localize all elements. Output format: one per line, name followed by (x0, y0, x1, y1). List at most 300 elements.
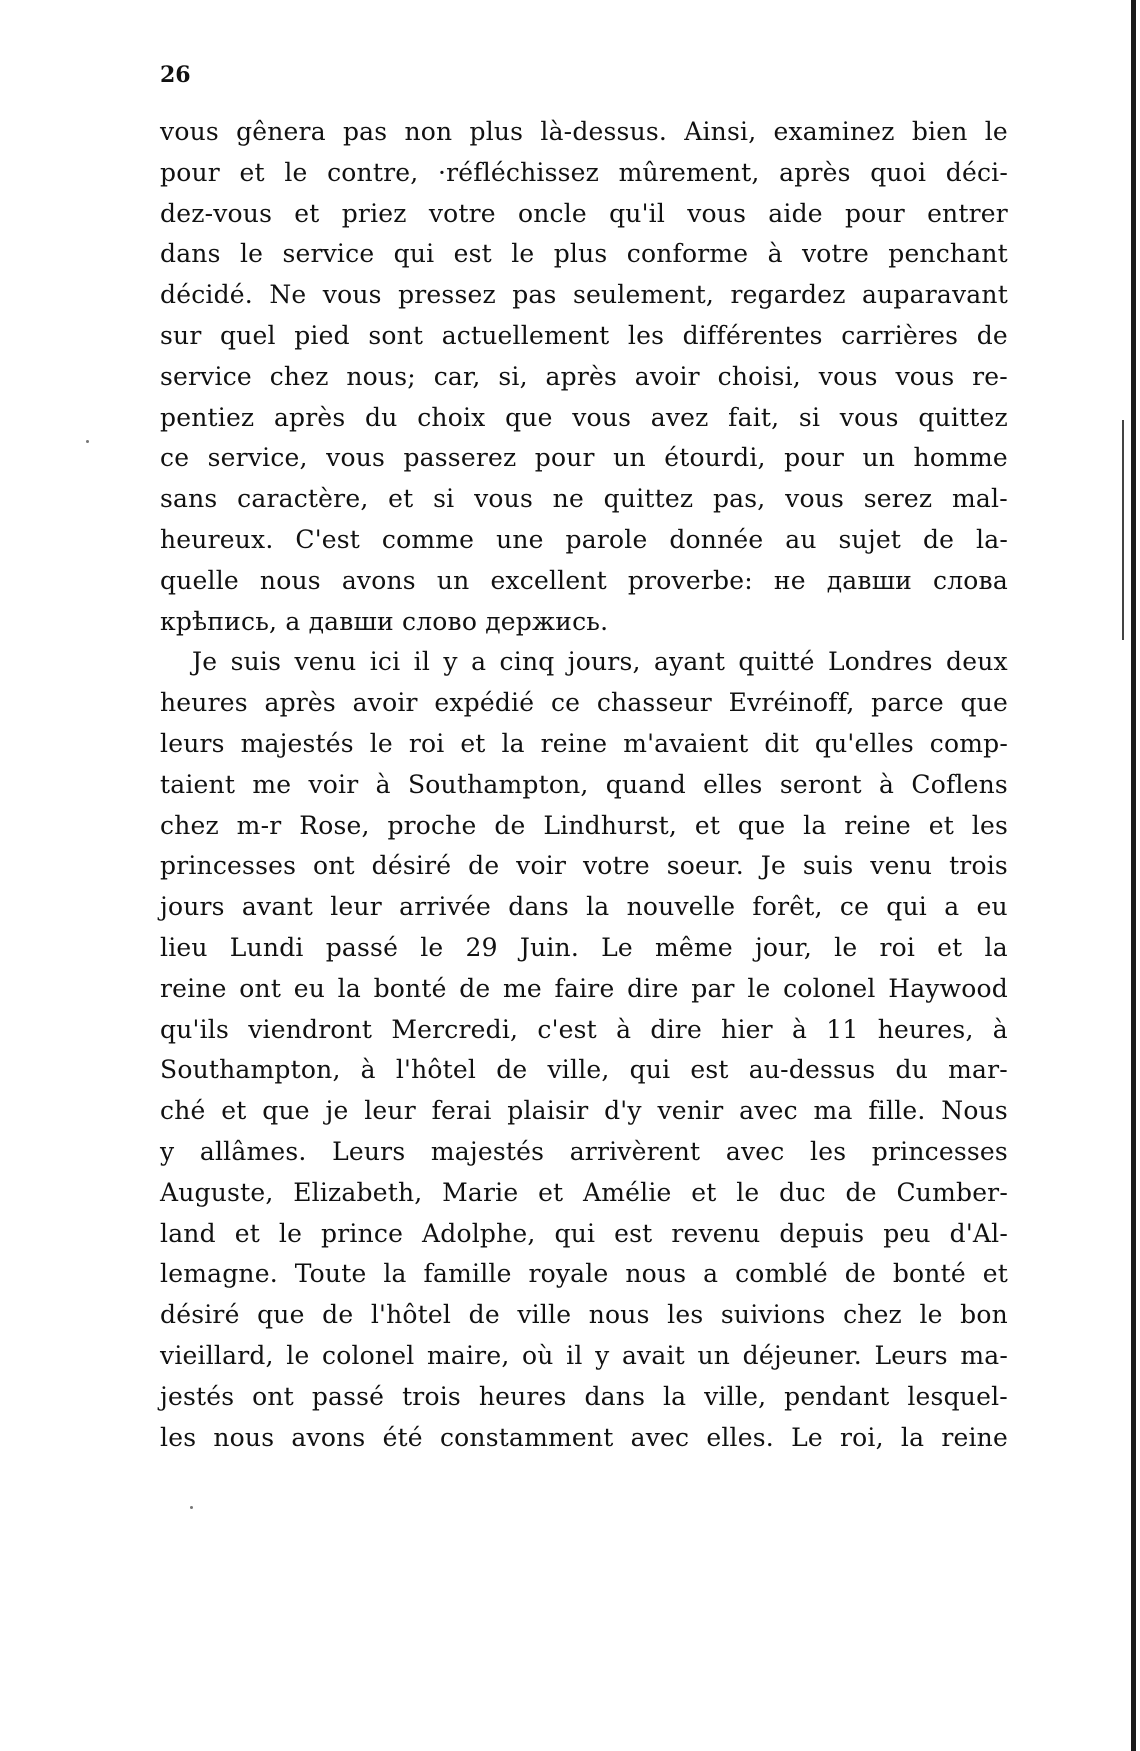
word: service, (207, 443, 308, 473)
word: chasseur (596, 688, 712, 718)
word: leurs (160, 728, 225, 758)
word: et (221, 1096, 247, 1126)
word: là-dessus. (540, 117, 668, 146)
word: Londres (827, 647, 933, 677)
word: qui (554, 1218, 596, 1248)
text-line (160, 561, 1008, 602)
word: déci- (945, 157, 1008, 187)
word: proche (387, 810, 477, 840)
word: jestés (160, 1381, 235, 1411)
word: été (382, 1422, 423, 1452)
word: vous (818, 361, 878, 391)
word: reine (540, 728, 608, 758)
word: avoir (634, 361, 700, 391)
word: votre (582, 851, 650, 881)
word: qui (886, 892, 927, 922)
word: quitté (738, 647, 815, 677)
word: lesquel- (907, 1381, 1008, 1411)
word: Mercredi, (391, 1014, 519, 1044)
word: vous (322, 280, 382, 310)
word: la (984, 932, 1008, 962)
word: lieu (160, 932, 208, 962)
word: parole (565, 524, 648, 554)
word: ont (239, 973, 282, 1003)
word: vous (572, 402, 632, 432)
word: à (879, 769, 895, 799)
word: Haywood (888, 973, 1008, 1003)
word: et (937, 932, 963, 962)
word: Nous (941, 1096, 1008, 1126)
text-line (160, 316, 1008, 357)
word: aide (768, 198, 823, 228)
word: service (282, 239, 375, 269)
word: un (862, 443, 896, 473)
word: fille. (868, 1096, 926, 1126)
text-line (160, 275, 1008, 316)
word: faire (554, 973, 615, 1003)
word: nouvelle (626, 892, 736, 922)
word: Elizabeth, (293, 1177, 423, 1207)
word: entrer (927, 198, 1008, 228)
word: Coflens (911, 769, 1008, 799)
word: et (239, 157, 265, 187)
word: sur (160, 320, 202, 350)
word: colonel (783, 973, 876, 1003)
word: pas, (712, 484, 766, 514)
word: nous (213, 1422, 275, 1452)
word: pas (512, 280, 557, 310)
word: car, (433, 361, 481, 391)
word: actuellement (441, 320, 610, 350)
word: prince (321, 1218, 404, 1248)
word: Le (791, 1422, 823, 1452)
word: cinq (499, 647, 555, 677)
word: leur (364, 1096, 416, 1126)
word: dez-vous (160, 198, 273, 228)
word: à (616, 1014, 632, 1044)
word: de (976, 320, 1008, 350)
word: Je (192, 647, 218, 677)
word: a (944, 892, 960, 922)
word: nous; (346, 361, 416, 391)
word: eu (293, 973, 325, 1003)
word: a (471, 647, 487, 677)
word: mar- (948, 1055, 1008, 1085)
text-line (160, 1377, 1008, 1418)
word: plus (469, 117, 524, 146)
word: trois (402, 1381, 461, 1411)
word: choisi, (717, 361, 801, 391)
word: que (737, 810, 786, 840)
word: ville, (704, 1381, 767, 1411)
word: roi, (840, 1422, 884, 1452)
word: quelle (160, 565, 239, 595)
word: regardez (730, 280, 846, 310)
word: princesses (871, 1136, 1008, 1166)
word: dit (764, 728, 799, 758)
word: Leurs (874, 1340, 948, 1370)
word: votre (801, 239, 869, 269)
word: ferai (431, 1096, 492, 1126)
text-line (160, 1132, 1008, 1173)
word: et (691, 1177, 717, 1207)
text-line (160, 520, 1008, 561)
word: quand (605, 769, 686, 799)
word: majestés (430, 1136, 545, 1166)
text-line (160, 1295, 1008, 1336)
word: de (468, 851, 500, 881)
word: ville, (547, 1055, 610, 1085)
word: Je (760, 851, 786, 881)
text-line (160, 1050, 1008, 1091)
text-line (160, 194, 1008, 235)
word: ici (369, 647, 401, 677)
word: heures (160, 688, 248, 718)
word: ce (550, 688, 581, 718)
word: expédié (434, 688, 535, 718)
word: Evréinoff, (728, 688, 855, 718)
word: bien (911, 117, 968, 146)
word: suis (802, 851, 854, 881)
word: venu (294, 647, 357, 677)
word: Ne (269, 280, 307, 310)
word: oncle (517, 198, 587, 228)
word: voir (516, 851, 567, 881)
word: Southampton, (160, 1055, 341, 1085)
word: a (703, 1259, 719, 1289)
word: à (791, 1014, 808, 1044)
word: nous (588, 1300, 650, 1330)
word: si (798, 402, 821, 432)
word: C'est (295, 524, 361, 554)
word: Juin. (519, 932, 580, 962)
page-edge-shadow (1122, 420, 1124, 640)
word: me (252, 769, 292, 799)
word: désiré (160, 1300, 240, 1330)
word: sans (160, 484, 218, 514)
word: qu'il (609, 198, 666, 228)
word: service (160, 361, 252, 391)
word: du (365, 402, 398, 432)
word: une (496, 524, 544, 554)
word: serez (863, 484, 933, 514)
text-line (160, 969, 1008, 1010)
word: ce (839, 892, 870, 922)
word: de (322, 1300, 354, 1330)
word: si, (498, 361, 528, 391)
word: auparavant (862, 280, 1008, 310)
word: que (960, 688, 1008, 718)
word: vous (839, 402, 899, 432)
word: est (453, 239, 492, 269)
word: le (984, 117, 1008, 146)
word: Lundi (229, 932, 304, 962)
word: où (522, 1340, 554, 1370)
word: qui (629, 1055, 671, 1085)
word: roi (408, 728, 445, 758)
word: nous (259, 565, 321, 595)
word: d'Al- (949, 1218, 1008, 1248)
word: déjeuner. (742, 1340, 862, 1370)
word: vous (895, 361, 955, 391)
text-line (160, 683, 1008, 724)
text-line (160, 765, 1008, 806)
word: et (928, 810, 954, 840)
scan-speck (86, 440, 89, 443)
word: la (337, 973, 361, 1003)
word: Marie (442, 1177, 519, 1207)
word: après (273, 402, 346, 432)
word: un (613, 443, 646, 473)
word: plaisir (507, 1096, 589, 1126)
word: après (779, 157, 851, 187)
word: mal- (952, 484, 1008, 514)
word: passerez (403, 443, 517, 473)
word: voir (308, 769, 359, 799)
word: le (919, 1300, 943, 1330)
word: sont (368, 320, 424, 350)
word: et (538, 1177, 564, 1207)
word: heures, (877, 1014, 974, 1044)
word: choix (417, 402, 486, 432)
word: est (614, 1218, 653, 1248)
word: de (468, 1300, 500, 1330)
word: hier (721, 1014, 773, 1044)
word: à (767, 239, 783, 269)
word: y (160, 1136, 175, 1166)
word: m-r (236, 810, 282, 840)
word: caractère, (237, 484, 369, 514)
word: avec (739, 1096, 798, 1126)
text-line (160, 1173, 1008, 1214)
word: ma- (960, 1340, 1008, 1370)
word: avez (650, 402, 709, 432)
word: contre, (327, 157, 419, 187)
word: colonel (322, 1340, 415, 1370)
word: maire, (426, 1340, 510, 1370)
word: depuis (779, 1218, 865, 1248)
word: les (667, 1300, 704, 1330)
word: mûrement, (618, 157, 760, 187)
word: Rose, (299, 810, 370, 840)
word: pour (160, 157, 220, 187)
word: penchant (888, 239, 1008, 269)
word: 11 (826, 1014, 859, 1044)
word: pas (342, 117, 388, 146)
word: arrivèrent (569, 1136, 701, 1166)
word: Cumber- (896, 1177, 1008, 1207)
word: la (900, 1422, 925, 1452)
word: le (286, 1340, 310, 1370)
word: bon (960, 1300, 1008, 1330)
word: qu'ils (160, 1014, 229, 1044)
word: qui (393, 239, 435, 269)
word: ma (813, 1096, 853, 1126)
word: ce (160, 443, 190, 473)
word: il (413, 647, 431, 677)
word: de (494, 810, 526, 840)
word: examinez (773, 117, 895, 146)
text-line (160, 234, 1008, 275)
word: ville (517, 1300, 572, 1330)
word: taient (160, 769, 236, 799)
word: avons (291, 1422, 366, 1452)
word: pour (534, 443, 595, 473)
word: roi (879, 932, 916, 962)
word: comme (381, 524, 475, 554)
word: proverbe: (627, 565, 753, 595)
word: ont (313, 851, 355, 881)
text-line (160, 1418, 1008, 1459)
word: et (294, 198, 320, 228)
word: majestés (240, 728, 354, 758)
word: étourdi, (664, 443, 766, 473)
word: avait (621, 1340, 685, 1370)
word: le (239, 239, 264, 269)
word: à (992, 1014, 1008, 1044)
word: gênera (236, 117, 326, 146)
word: vous (160, 117, 219, 146)
word: jour, (754, 932, 813, 962)
text-line (160, 846, 1008, 887)
word: seront (779, 769, 862, 799)
word: Toute (294, 1259, 367, 1289)
word: ·réfléchissez (437, 157, 600, 187)
word: chez (160, 810, 219, 840)
word: passé (325, 932, 399, 962)
word: de (844, 1259, 876, 1289)
word: y (595, 1340, 610, 1370)
word: les (810, 1136, 847, 1166)
word: les (627, 320, 665, 350)
word: elles (703, 769, 763, 799)
word: 29 (465, 932, 498, 962)
word: fait, (728, 402, 780, 432)
word: plus (553, 239, 608, 269)
text-line (160, 806, 1008, 847)
word: слова (933, 565, 1008, 595)
word: Leurs (332, 1136, 406, 1166)
word: comp- (929, 728, 1008, 758)
word: princesses (160, 851, 297, 881)
word: Auguste, (160, 1177, 274, 1207)
word: pour (784, 443, 845, 473)
text-line (160, 398, 1008, 439)
word: sujet (838, 524, 902, 554)
word: du (895, 1055, 929, 1085)
word: Ainsi, (684, 117, 757, 146)
text-line (160, 1214, 1008, 1255)
word: dire (627, 973, 679, 1003)
word: à (360, 1055, 376, 1085)
word: suivions (720, 1300, 826, 1330)
word: que (505, 402, 553, 432)
text-line (160, 153, 1008, 194)
word: votre (428, 198, 496, 228)
word: par (691, 973, 735, 1003)
word: la- (976, 524, 1008, 554)
word: donnée (669, 524, 764, 554)
word: chez (843, 1300, 902, 1330)
word: ont (252, 1381, 294, 1411)
word: pressez (398, 280, 496, 310)
word: Lindhurst, (543, 810, 678, 840)
word: allâmes. (199, 1136, 307, 1166)
word: différentes (682, 320, 823, 350)
word: quittez (918, 402, 1008, 432)
word: c'est (537, 1014, 597, 1044)
word: viendront (248, 1014, 373, 1044)
word: un (697, 1340, 731, 1370)
word: même (655, 932, 733, 962)
word: jours, (567, 647, 641, 677)
word: leur (330, 892, 382, 922)
word: la (662, 1381, 687, 1411)
word: vous (474, 484, 533, 514)
word: vous (687, 198, 747, 228)
text-line (160, 112, 1008, 153)
word: dans (160, 239, 221, 269)
word: après (264, 688, 336, 718)
word: avoir (352, 688, 418, 718)
word: reine (160, 973, 227, 1003)
word: trois (949, 851, 1008, 881)
word: peu (883, 1218, 931, 1248)
page-number: 26 (160, 62, 191, 88)
word: vieillard, (160, 1340, 274, 1370)
word: la (586, 892, 610, 922)
word: décidé. (160, 280, 253, 310)
word: не (773, 565, 806, 595)
word: un (436, 565, 470, 595)
word: quoi (870, 157, 927, 187)
word: venir (657, 1096, 724, 1126)
word: de (459, 973, 491, 1003)
word: heures (478, 1381, 567, 1411)
word: non (404, 117, 453, 146)
text-line (160, 438, 1008, 479)
word: de (496, 1055, 528, 1085)
word: il (566, 1340, 583, 1370)
word: seulement, (572, 280, 715, 310)
text-line (160, 1091, 1008, 1132)
word: de (922, 524, 955, 554)
word: passé (311, 1381, 385, 1411)
word: le (369, 728, 393, 758)
word: après (545, 361, 617, 391)
word: la (803, 810, 827, 840)
word: carrières (841, 320, 959, 350)
text-line (160, 357, 1008, 398)
word: le (278, 1218, 303, 1248)
word: constamment (439, 1422, 614, 1452)
word: homme (913, 443, 1008, 473)
word: ne (552, 484, 584, 514)
word: bonté (373, 973, 447, 1003)
word: la (501, 728, 525, 758)
page-edge-line (1131, 0, 1136, 1751)
word: avec (725, 1136, 785, 1166)
word: avant (241, 892, 313, 922)
page-body-text (160, 112, 1008, 1458)
word: est (690, 1055, 729, 1085)
word: dans (584, 1381, 646, 1411)
word: venu (870, 851, 933, 881)
text-line (160, 887, 1008, 928)
word: le (284, 157, 308, 187)
word: l'hôtel (395, 1055, 477, 1085)
word: soeur. (666, 851, 744, 881)
